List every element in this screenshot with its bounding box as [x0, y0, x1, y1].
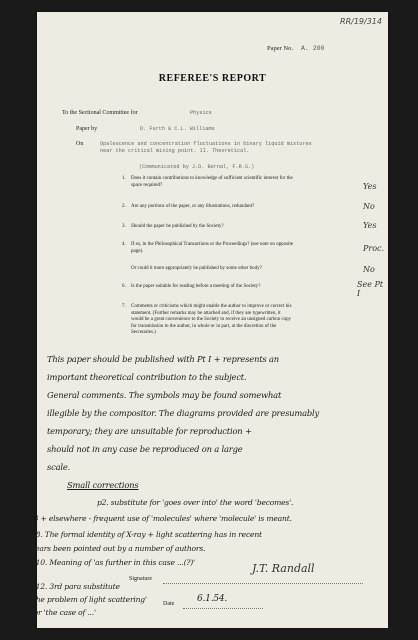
- comment-line: should not in any case be reproduced on a large: [47, 444, 243, 454]
- paper-by-label: Paper by: [76, 126, 98, 132]
- answer-4: Proc.: [363, 244, 385, 253]
- paper-by-value: D. Furth & C.L. Williams: [140, 126, 215, 132]
- comment-line: temporary; they are unsuitable for reproduction +: [47, 426, 252, 436]
- paper-number-value: A. 200: [301, 45, 325, 52]
- comment-line: illegible by the compositor. The diagrams provided are presumably: [47, 408, 320, 418]
- small-corrections-heading: Small corrections: [67, 480, 139, 490]
- question-6: 6. Is the paper suitable for reading before a meeting of the Society?: [122, 284, 261, 289]
- date-label: Date: [163, 601, 175, 607]
- committee-value: Physics: [190, 110, 212, 116]
- comment-line: p12. 3rd para substitute: [31, 582, 120, 591]
- question-4: 4. If so, in the Philosophical Transactions or the Proceedings? (see note on opposite page).: [122, 242, 294, 254]
- on-label: On: [76, 141, 84, 147]
- answer-1: Yes: [363, 182, 377, 191]
- comment-line: p8. The formal identity of X-ray + light scattering has in recent: [31, 530, 262, 539]
- comment-line: p3 + elsewhere - frequent use of 'molecules' where 'molecule' is meant.: [29, 514, 292, 523]
- signature-line: [163, 583, 363, 584]
- question-2: 2. Are any portions of the paper, or any illustrations, redundant?: [122, 204, 255, 209]
- comment-line: years been pointed out by a number of authors.: [31, 544, 206, 553]
- page-title: REFEREE'S REPORT: [158, 73, 267, 84]
- answer-6: See Pt I: [357, 280, 384, 298]
- signature: J.T. Randall: [252, 562, 315, 575]
- communicated-by: (Communicated by J.D. Bernal, F.R.S.): [139, 164, 255, 170]
- answer-4b: No: [363, 265, 375, 274]
- referee-report-form: [29, 12, 388, 628]
- reference-code: RR/19/314: [340, 17, 382, 26]
- signature-label: Signature: [129, 576, 152, 582]
- comment-line: p10. Meaning of 'as further in this case ...(?)': [31, 558, 195, 567]
- question-3: 3. Should the paper be published by the Society?: [122, 224, 224, 229]
- date-value: 6.1.54.: [197, 594, 228, 604]
- comment-line: important theoretical contribution to the subject.: [47, 372, 247, 382]
- question-7: 7. Comments or criticisms which might enable the author to improve or correct his statement. (Further remarks may be attached and, if they are typewritten, it would be a great convenience to the Society to receive an unsigned carbon copy for transmission to the author, in whole or in part, at the discretion of the Secretaries.): [122, 304, 292, 336]
- date-line: [183, 608, 263, 609]
- committee-label: To the Sectional Committee for: [62, 110, 138, 116]
- question-4b: Or could it more appropriately be published by some other body?: [131, 266, 262, 271]
- comment-line: scale.: [47, 462, 71, 472]
- comment-line: 'the problem of light scattering': [31, 595, 147, 604]
- paper-title-line-1: Opalescence and concentration fluctuations in binary liquid mixtures: [100, 141, 312, 147]
- comment-line: General comments. The symbols may be found somewhat: [47, 390, 282, 400]
- paper-title-line-2: near the critical mixing point. II. Theoretical.: [100, 148, 250, 154]
- question-1: 1. Does it contain contributions to knowledge of sufficient scientific interest for the space required?: [122, 176, 293, 188]
- comment-line: This paper should be published with Pt I + represents an: [47, 354, 279, 364]
- comment-line: for 'the case of ...': [31, 608, 96, 617]
- paper-number-label: Paper No.: [267, 45, 293, 52]
- answer-3: Yes: [363, 221, 377, 230]
- answer-2: No: [363, 202, 375, 211]
- paper-number: [267, 45, 324, 52]
- comment-line: p2. substitute for 'goes over into' the word 'becomes'.: [97, 498, 294, 507]
